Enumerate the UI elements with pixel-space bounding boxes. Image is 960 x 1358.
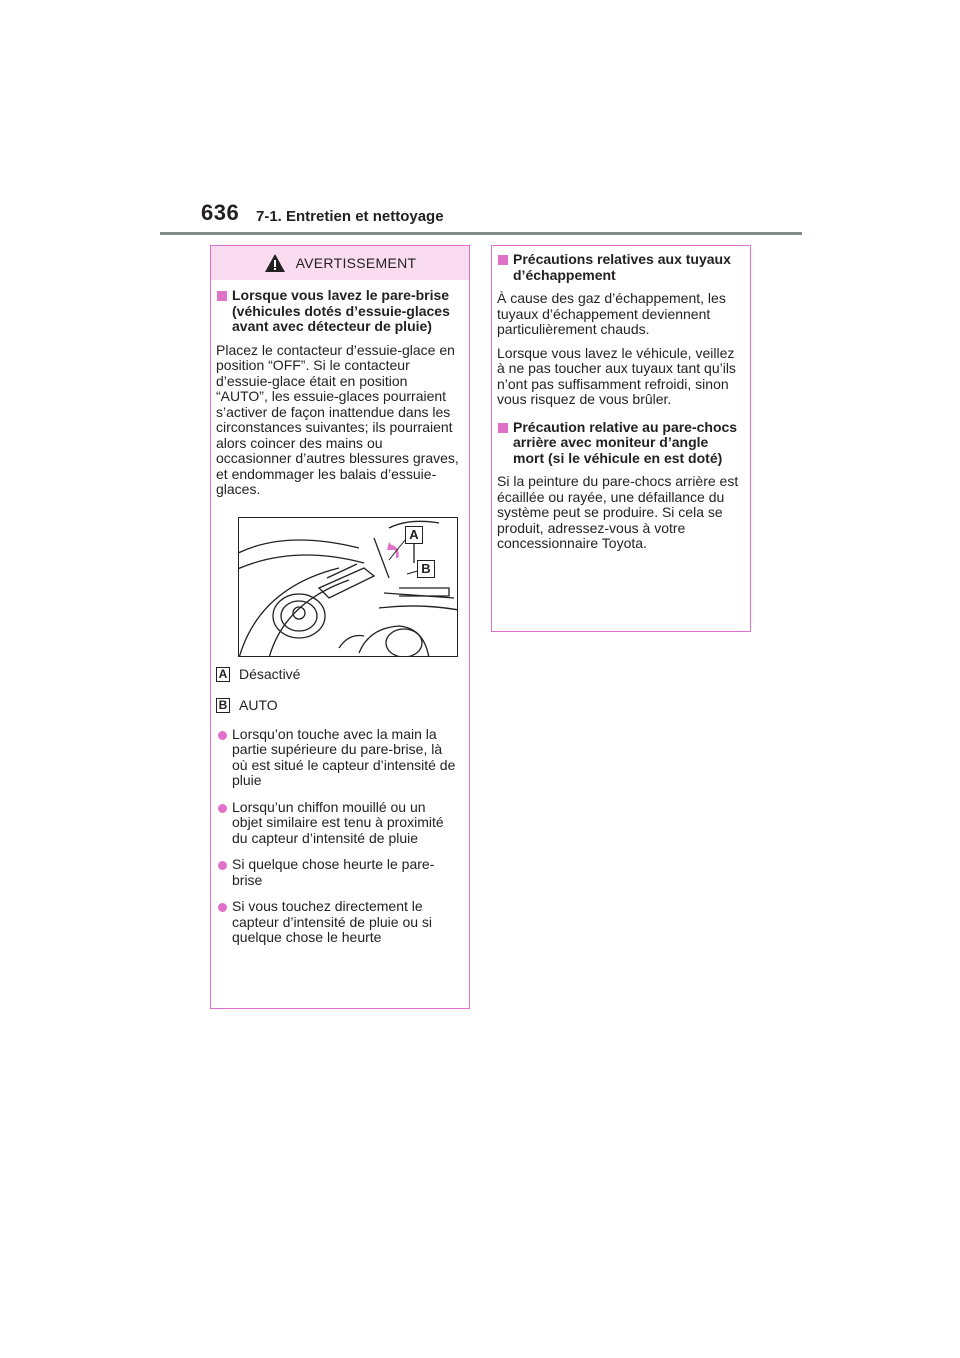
callout-a [216, 667, 459, 683]
square-bullet-icon [498, 423, 508, 433]
callout-b-text: AUTO [239, 696, 278, 713]
exhaust-paragraph: Lorsque vous lavez le véhicule, veillez à ne pas toucher aux tuyaux tant qu’ils n’ont pas suffisamment refroidi, sinon vous risquez de vous brûler. [497, 344, 736, 407]
warning-heading-text: Lorsque vous lavez le pare-brise (véhicules dotés d’essuie-glaces avant avec détecteur de pluie) [232, 287, 450, 334]
header-rule [160, 232, 802, 235]
bumper-heading-text: Précaution relative au pare-chocs arrière avec moniteur d’angle mort (si le véhicule en est doté) [513, 418, 738, 466]
callout-b [216, 698, 459, 714]
warning-heading [216, 288, 459, 335]
bullet-item [216, 727, 459, 789]
bullet-text: Lorsqu’un chiffon mouillé ou un objet similaire est tenu à proximité du capteur d’intensité de pluie [232, 798, 444, 846]
bullet-text: Si quelque chose heurte le pare-brise [232, 856, 435, 888]
exhaust-paragraph: À cause des gaz d’échappement, les tuyaux d’échappement deviennent particulièrement chauds. [497, 290, 726, 337]
callout-b-letter: B [216, 698, 230, 713]
figure-label-a: A [405, 526, 423, 544]
bullet-item [216, 857, 459, 888]
bullet-item [216, 800, 459, 847]
round-bullet-icon [218, 804, 227, 813]
round-bullet-icon [218, 861, 227, 870]
callout-a-text: Désactivé [239, 665, 301, 682]
warning-triangle-icon [264, 253, 286, 273]
warning-header [211, 246, 469, 280]
steering-column-illustration [239, 518, 458, 657]
bumper-paragraph: Si la peinture du pare-chocs arrière est écaillée ou rayée, une défaillance du système peut se produire. Si cela se produit, adressez-vous à votre concessionnaire Toyota. [497, 473, 739, 551]
exhaust-heading [497, 252, 740, 283]
bumper-heading [497, 420, 740, 467]
caution-box [491, 245, 751, 632]
warning-paragraph: Placez le contacteur d’essuie-glace en position “OFF”. Si le contacteur d’essuie-glace était en position “AUTO”, les essuie-glaces pourraient s’activer de façon inattendue dans les circonstances suivantes; ils pourraient alors coincer des mains ou occasionner d’autres blessures graves, et endommager les balais d’essuie-glaces. [216, 341, 459, 497]
square-bullet-icon [217, 291, 227, 301]
round-bullet-icon [218, 731, 227, 740]
callout-a-letter: A [216, 667, 230, 682]
square-bullet-icon [498, 255, 508, 265]
bullet-item [216, 899, 459, 946]
figure-label-b: B [417, 560, 435, 578]
page-number: 636 [201, 200, 240, 225]
bullet-text: Lorsqu’on touche avec la main la partie supérieure du pare-brise, là où est situé le capteur d’intensité de pluie [232, 725, 456, 788]
warning-title: AVERTISSEMENT [295, 255, 417, 271]
bullet-text: Si vous touchez directement le capteur d’intensité de pluie ou si quelque chose le heurte [232, 898, 433, 945]
round-bullet-icon [218, 903, 227, 912]
exhaust-heading-text: Précautions relatives aux tuyaux d’échappement [513, 251, 731, 283]
warning-box [210, 245, 470, 1009]
wiper-switch-figure [238, 517, 458, 657]
section-title: 7-1. Entretien et nettoyage [256, 208, 444, 225]
